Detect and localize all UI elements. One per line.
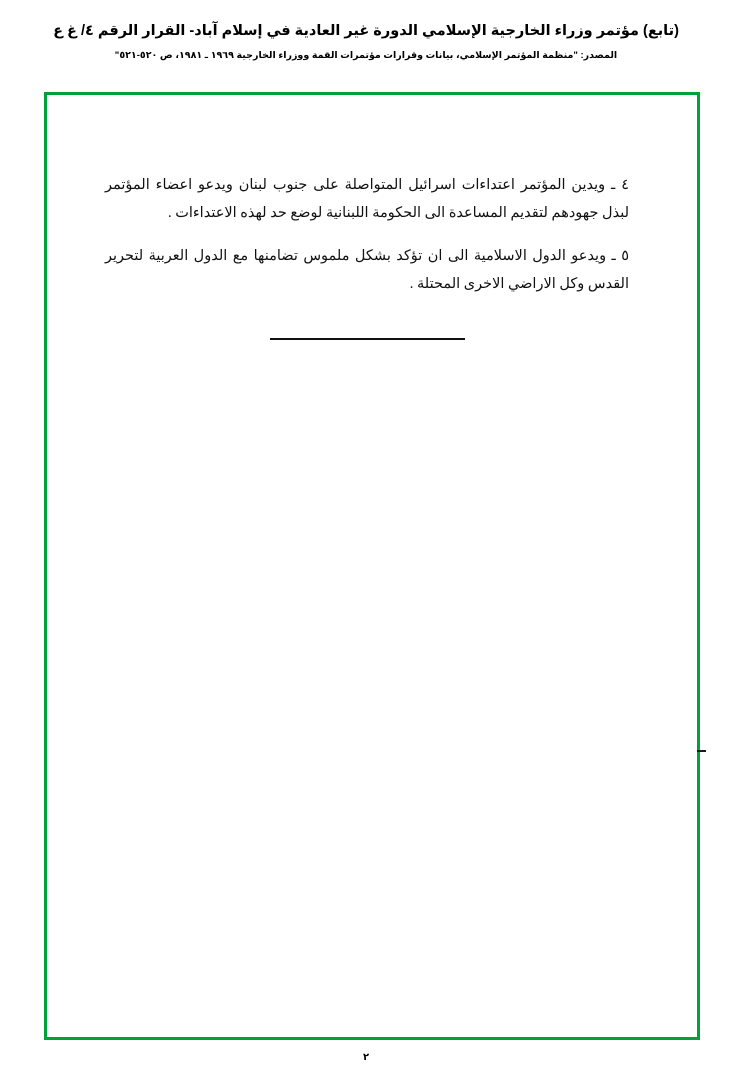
horizontal-rule xyxy=(270,338,465,340)
scanned-page-frame xyxy=(44,92,700,1040)
page-number: ٢ xyxy=(362,1052,370,1063)
paragraph-5: ٥ ـ ويدعو الدول الاسلامية الى ان تؤكد بشكل ملموس تضامنها مع الدول العربية لتحرير القدس وكل الاراضي الاخرى المحتلة . xyxy=(105,247,629,292)
page-header xyxy=(0,22,732,62)
header-source-note: المصدر: "منظمة المؤتمر الإسلامي، بيانات وقرارات مؤتمرات القمة ووزراء الخارجية ١٩٦٩ ـ ١٩٨١، ص ٥٢٠-٥٢١" xyxy=(114,49,618,61)
document-body xyxy=(105,171,629,352)
header-title: (تابع) مؤتمر وزراء الخارجية الإسلامي الدورة غير العادية في إسلام آباد- القرار الرقم ٤/ غ ع xyxy=(53,23,679,39)
paragraph-4: ٤ ـ ويدين المؤتمر اعتداءات اسرائيل المتواصلة على جنوب لبنان ويدعو اعضاء المؤتمر لبذل جهودهم لتقديم المساعدة الى الحكومة اللبنانية لوضع حد لهذه الاعتداءات . xyxy=(105,177,629,222)
page-footer xyxy=(0,1052,732,1063)
section-divider-wrap xyxy=(105,324,629,352)
scan-edge-tick-mark xyxy=(697,750,706,752)
